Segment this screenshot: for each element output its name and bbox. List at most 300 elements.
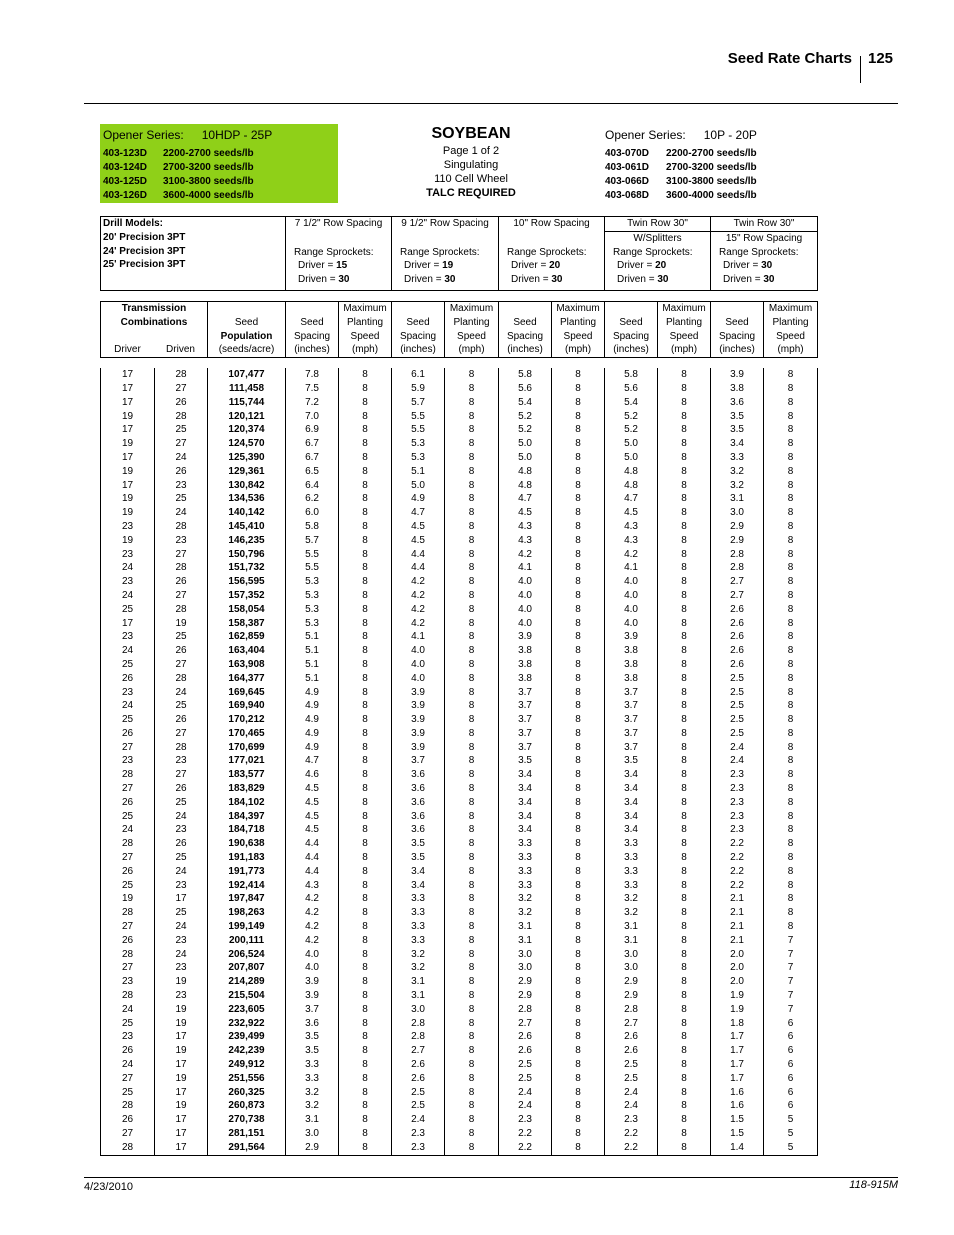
table-cell: 2.2: [605, 1141, 658, 1155]
spacing-l1: 7 1/2" Row Spacing: [294, 218, 383, 229]
left-opener-title: [103, 128, 272, 142]
table-cell: 24: [155, 810, 208, 824]
table-cell: 4.7: [286, 754, 339, 768]
table-cell: 2.6: [711, 644, 764, 658]
table-cell: 8: [339, 617, 392, 631]
table-cell: 8: [658, 1058, 711, 1072]
table-row: [101, 1113, 818, 1127]
hdr-text: (inches): [719, 344, 755, 356]
driven-line: [507, 273, 604, 287]
plate-rate: 3600-4000 seeds/lb: [163, 190, 254, 201]
spacing-header-cell: [499, 301, 552, 357]
table-cell: 8: [764, 768, 818, 782]
table-cell: 17: [101, 368, 155, 382]
footer-rule: [84, 1177, 898, 1178]
table-cell: 8: [339, 768, 392, 782]
table-cell: 4.2: [392, 589, 445, 603]
table-cell: 8: [339, 410, 392, 424]
table-cell: 3.7: [499, 699, 552, 713]
table-cell: 25: [155, 630, 208, 644]
table-cell: 5.7: [392, 396, 445, 410]
population-cell: 215,504: [208, 989, 286, 1003]
right-opener-title: [605, 128, 757, 142]
table-cell: 8: [658, 1127, 711, 1141]
table-cell: 7: [764, 989, 818, 1003]
table-cell: 23: [155, 754, 208, 768]
speed-header-cell: [339, 301, 392, 357]
driven-line: [719, 273, 817, 287]
table-cell: 5.5: [286, 561, 339, 575]
table-cell: 8: [339, 548, 392, 562]
table-cell: 8: [445, 423, 499, 437]
table-cell: 8: [445, 451, 499, 465]
table-cell: 8: [764, 741, 818, 755]
table-cell: 2.9: [499, 975, 552, 989]
table-cell: 26: [101, 672, 155, 686]
driver-label: Driver =: [723, 260, 759, 272]
table-cell: 6: [764, 1058, 818, 1072]
table-cell: 8: [339, 1058, 392, 1072]
plate-number: 403-123D: [103, 148, 147, 159]
table-cell: 2.0: [711, 975, 764, 989]
footer-doc-number: 118-915M: [849, 1179, 898, 1191]
spacing-header-cell: [286, 301, 339, 357]
table-cell: 1.7: [711, 1030, 764, 1044]
population-cell: 170,465: [208, 727, 286, 741]
table-cell: 8: [552, 368, 605, 382]
table-cell: 8: [552, 644, 605, 658]
table-cell: 8: [658, 603, 711, 617]
table-cell: 8: [764, 437, 818, 451]
table-cell: 3.3: [499, 837, 552, 851]
table-cell: 8: [552, 699, 605, 713]
table-cell: 8: [764, 630, 818, 644]
table-cell: 4.3: [499, 520, 552, 534]
table-cell: 26: [155, 713, 208, 727]
table-cell: 4.5: [605, 506, 658, 520]
table-cell: 3.8: [499, 644, 552, 658]
table-cell: 8: [764, 713, 818, 727]
table-cell: 23: [155, 534, 208, 548]
table-cell: 8: [552, 948, 605, 962]
table-cell: 8: [339, 1141, 392, 1155]
table-cell: 6: [764, 1099, 818, 1113]
table-cell: 4.5: [286, 823, 339, 837]
table-cell: 25: [101, 810, 155, 824]
hdr-driven: Driven: [166, 344, 195, 356]
table-cell: 4.0: [605, 575, 658, 589]
table-cell: 8: [445, 948, 499, 962]
table-cell: 25: [101, 658, 155, 672]
table-cell: 4.4: [392, 548, 445, 562]
table-row: [101, 1017, 818, 1031]
table-cell: 8: [552, 1017, 605, 1031]
driver-line: [400, 259, 498, 273]
table-cell: 28: [101, 906, 155, 920]
table-cell: 4.4: [286, 851, 339, 865]
population-cell: 190,638: [208, 837, 286, 851]
driven-value: 30: [444, 274, 456, 286]
table-cell: 3.2: [605, 892, 658, 906]
table-cell: 3.2: [499, 892, 552, 906]
table-cell: 6: [764, 1017, 818, 1031]
table-cell: 6.7: [286, 451, 339, 465]
table-cell: 17: [101, 423, 155, 437]
table-row: [101, 644, 818, 658]
table-row: [101, 686, 818, 700]
table-row: [101, 934, 818, 948]
table-cell: 2.4: [605, 1099, 658, 1113]
table-cell: 5.3: [286, 603, 339, 617]
table-cell: 8: [658, 1072, 711, 1086]
population-cell: 170,699: [208, 741, 286, 755]
table-cell: 8: [339, 1127, 392, 1141]
table-cell: 2.2: [711, 837, 764, 851]
population-cell: 183,577: [208, 768, 286, 782]
table-cell: 2.0: [711, 948, 764, 962]
table-cell: 8: [658, 851, 711, 865]
table-row: [101, 451, 818, 465]
hdr-text: Maximum: [662, 302, 706, 314]
driver-value: 15: [336, 260, 348, 272]
table-cell: 1.6: [711, 1099, 764, 1113]
table-cell: 8: [764, 506, 818, 520]
hdr-driver: Driver: [114, 344, 141, 356]
table-cell: 19: [101, 492, 155, 506]
table-cell: 23: [101, 686, 155, 700]
table-cell: 3.8: [499, 672, 552, 686]
hdr-text: Spacing: [612, 330, 650, 342]
table-cell: 8: [552, 548, 605, 562]
table-cell: 8: [764, 423, 818, 437]
population-cell: 177,021: [208, 754, 286, 768]
sprocket-cell: [499, 246, 605, 291]
hdr-text: (inches): [400, 344, 436, 356]
table-cell: 8: [445, 851, 499, 865]
table-cell: 2.1: [711, 934, 764, 948]
table-cell: 8: [552, 1099, 605, 1113]
table-cell: 28: [101, 948, 155, 962]
population-cell: 197,847: [208, 892, 286, 906]
plate-number: 403-125D: [103, 176, 147, 187]
table-cell: 23: [155, 989, 208, 1003]
table-cell: 19: [155, 617, 208, 631]
table-cell: 7: [764, 934, 818, 948]
table-cell: 8: [552, 382, 605, 396]
table-cell: 8: [445, 658, 499, 672]
table-cell: 3.4: [499, 823, 552, 837]
plate-rate: 3100-3800 seeds/lb: [666, 176, 757, 187]
table-cell: 2.0: [711, 961, 764, 975]
table-cell: 28: [155, 672, 208, 686]
table-cell: 8: [339, 561, 392, 575]
table-cell: 8: [658, 892, 711, 906]
table-cell: 8: [764, 492, 818, 506]
plate-rate: 2700-3200 seeds/lb: [666, 162, 757, 173]
table-row: [101, 465, 818, 479]
table-cell: 5.4: [605, 396, 658, 410]
table-row: [101, 1127, 818, 1141]
table-cell: 8: [552, 492, 605, 506]
table-cell: 3.7: [499, 727, 552, 741]
table-cell: 5.1: [286, 644, 339, 658]
table-cell: 3.7: [392, 754, 445, 768]
table-cell: 8: [552, 727, 605, 741]
table-cell: 4.0: [605, 603, 658, 617]
drill-model: 24' Precision 3PT: [103, 245, 186, 257]
table-cell: 3.4: [605, 768, 658, 782]
population-cell: 260,873: [208, 1099, 286, 1113]
table-cell: 3.8: [605, 672, 658, 686]
table-cell: 8: [658, 479, 711, 493]
table-cell: 19: [101, 506, 155, 520]
table-cell: 8: [658, 396, 711, 410]
driven-label: Driven =: [723, 274, 761, 286]
table-cell: 3.2: [392, 948, 445, 962]
table-row: [101, 823, 818, 837]
table-cell: 3.7: [605, 713, 658, 727]
table-cell: 8: [658, 975, 711, 989]
table-cell: 19: [101, 534, 155, 548]
table-cell: 8: [552, 1044, 605, 1058]
table-cell: 4.0: [499, 617, 552, 631]
page-of: Page 1 of 2: [442, 145, 500, 157]
hdr-text: Planting: [346, 316, 384, 328]
table-cell: 8: [445, 810, 499, 824]
table-cell: 8: [764, 823, 818, 837]
table-cell: 24: [155, 506, 208, 520]
left-plate-row: [103, 147, 254, 161]
table-cell: 8: [764, 672, 818, 686]
table-cell: 24: [155, 865, 208, 879]
table-cell: 2.8: [711, 548, 764, 562]
table-cell: 5.9: [392, 382, 445, 396]
table-cell: 8: [658, 837, 711, 851]
table-cell: 8: [445, 865, 499, 879]
spacing-l2: [392, 231, 498, 245]
table-cell: 8: [658, 782, 711, 796]
population-cell: 146,235: [208, 534, 286, 548]
population-cell: 184,718: [208, 823, 286, 837]
population-cell: 214,289: [208, 975, 286, 989]
table-cell: 4.2: [286, 934, 339, 948]
table-cell: 8: [658, 561, 711, 575]
table-cell: 2.2: [711, 879, 764, 893]
table-cell: 3.5: [499, 754, 552, 768]
table-cell: 8: [658, 920, 711, 934]
table-cell: 27: [155, 548, 208, 562]
driver-label: Driver =: [298, 260, 334, 272]
right-opener-series: 10P - 20P: [703, 128, 757, 142]
table-cell: 3.0: [499, 948, 552, 962]
table-cell: 2.4: [499, 1099, 552, 1113]
spacer: [101, 358, 818, 369]
hdr-text: (seeds/acre): [218, 344, 275, 356]
table-cell: 8: [445, 1099, 499, 1113]
table-cell: 3.3: [392, 906, 445, 920]
table-cell: 2.9: [711, 534, 764, 548]
hdr-text: Maximum: [768, 302, 813, 314]
driver-label: Driver =: [511, 260, 547, 272]
table-cell: 3.4: [499, 768, 552, 782]
table-cell: 28: [101, 1141, 155, 1155]
table-cell: 4.0: [392, 658, 445, 672]
table-cell: 2.5: [605, 1072, 658, 1086]
trans-header: [101, 301, 208, 357]
table-cell: 5.8: [499, 368, 552, 382]
table-cell: 8: [658, 989, 711, 1003]
table-cell: 8: [339, 1086, 392, 1100]
table-row: [101, 617, 818, 631]
population-cell: 162,859: [208, 630, 286, 644]
table-cell: 8: [339, 575, 392, 589]
table-cell: 8: [552, 879, 605, 893]
hdr-text: Maximum: [343, 302, 387, 314]
hdr-text: Planting: [665, 316, 703, 328]
table-row: [101, 1086, 818, 1100]
spacing-l1: Twin Row 30": [711, 217, 817, 232]
table-row: [101, 368, 818, 382]
table-cell: 8: [445, 368, 499, 382]
plate-rate: 2200-2700 seeds/lb: [163, 148, 254, 159]
table-cell: 8: [552, 1058, 605, 1072]
table-cell: 8: [339, 713, 392, 727]
table-cell: 8: [445, 879, 499, 893]
table-cell: 17: [101, 382, 155, 396]
table-cell: 2.3: [711, 810, 764, 824]
table-cell: 17: [155, 1127, 208, 1141]
table-cell: 2.5: [392, 1099, 445, 1113]
table-cell: 24: [101, 1058, 155, 1072]
table-cell: 8: [445, 768, 499, 782]
table-cell: 27: [155, 658, 208, 672]
table-row: [101, 1099, 818, 1113]
table-cell: 27: [155, 382, 208, 396]
table-cell: 2.2: [499, 1127, 552, 1141]
table-cell: 8: [658, 589, 711, 603]
table-cell: 8: [339, 1017, 392, 1031]
table-cell: 4.2: [392, 603, 445, 617]
population-cell: 169,645: [208, 686, 286, 700]
table-cell: 8: [764, 465, 818, 479]
table-row: [101, 865, 818, 879]
table-cell: 25: [155, 699, 208, 713]
table-cell: 26: [101, 865, 155, 879]
table-cell: 5.3: [286, 575, 339, 589]
table-cell: 8: [552, 561, 605, 575]
table-cell: 1.5: [711, 1113, 764, 1127]
table-cell: 1.7: [711, 1058, 764, 1072]
table-cell: 8: [339, 423, 392, 437]
spacing-group-title: [286, 217, 392, 246]
table-cell: 6.5: [286, 465, 339, 479]
table-cell: 17: [155, 1113, 208, 1127]
table-cell: 4.2: [392, 617, 445, 631]
table-cell: 4.0: [392, 644, 445, 658]
table-row: [101, 396, 818, 410]
table-row: [101, 782, 818, 796]
table-cell: 8: [339, 948, 392, 962]
range-label: Range Sprockets:: [719, 246, 799, 258]
table-cell: 2.4: [711, 754, 764, 768]
table-cell: 4.9: [392, 492, 445, 506]
table-row: [101, 975, 818, 989]
table-cell: 19: [155, 1044, 208, 1058]
table-cell: 4.5: [392, 520, 445, 534]
driver-line: [507, 259, 604, 273]
table-cell: 3.5: [286, 1044, 339, 1058]
population-cell: 115,744: [208, 396, 286, 410]
table-cell: 8: [552, 575, 605, 589]
driven-line: [400, 273, 498, 287]
population-cell: 206,524: [208, 948, 286, 962]
right-plate-row: [605, 161, 757, 175]
population-cell: 107,477: [208, 368, 286, 382]
table-cell: 8: [552, 975, 605, 989]
table-cell: 8: [552, 658, 605, 672]
table-cell: 8: [445, 520, 499, 534]
hdr-text: (inches): [294, 344, 330, 356]
driven-value: 30: [763, 274, 775, 286]
table-cell: 8: [445, 1058, 499, 1072]
drill-models-cell: [101, 217, 286, 291]
table-cell: 25: [101, 1017, 155, 1031]
table-cell: 8: [339, 644, 392, 658]
table-cell: 1.9: [711, 989, 764, 1003]
table-cell: 4.9: [286, 686, 339, 700]
crop-name: SOYBEAN: [431, 125, 511, 142]
table-cell: 8: [339, 699, 392, 713]
table-row: [101, 1141, 818, 1155]
table-cell: 5.4: [499, 396, 552, 410]
range-label: Range Sprockets:: [507, 246, 587, 258]
table-cell: 5.1: [286, 672, 339, 686]
table-cell: 8: [764, 589, 818, 603]
table-row: [101, 851, 818, 865]
spacing-group-title: [711, 217, 818, 246]
table-cell: 8: [658, 1086, 711, 1100]
table-cell: 8: [658, 368, 711, 382]
table-cell: 8: [445, 920, 499, 934]
table-cell: 23: [155, 961, 208, 975]
table-cell: 8: [339, 989, 392, 1003]
table-cell: 8: [552, 989, 605, 1003]
population-cell: 199,149: [208, 920, 286, 934]
table-cell: 2.5: [711, 727, 764, 741]
plate-rate: 3100-3800 seeds/lb: [163, 176, 254, 187]
right-plate-row: [605, 189, 757, 203]
population-cell: 223,605: [208, 1003, 286, 1017]
table-cell: 8: [764, 920, 818, 934]
table-cell: 7: [764, 1003, 818, 1017]
table-cell: 19: [155, 1072, 208, 1086]
hdr-text: Planting: [559, 316, 597, 328]
table-cell: 27: [155, 589, 208, 603]
table-cell: 4.2: [286, 906, 339, 920]
table-cell: 5: [764, 1113, 818, 1127]
table-cell: 8: [658, 810, 711, 824]
table-cell: 8: [552, 741, 605, 755]
table-cell: 24: [155, 451, 208, 465]
table-cell: 8: [552, 754, 605, 768]
right-plate-row: [605, 147, 757, 161]
right-opener-label: Opener Series:: [605, 128, 686, 142]
table-cell: 25: [101, 713, 155, 727]
table-cell: 4.7: [605, 492, 658, 506]
population-cell: 198,263: [208, 906, 286, 920]
hdr-text: (mph): [458, 344, 485, 356]
table-cell: 8: [658, 465, 711, 479]
